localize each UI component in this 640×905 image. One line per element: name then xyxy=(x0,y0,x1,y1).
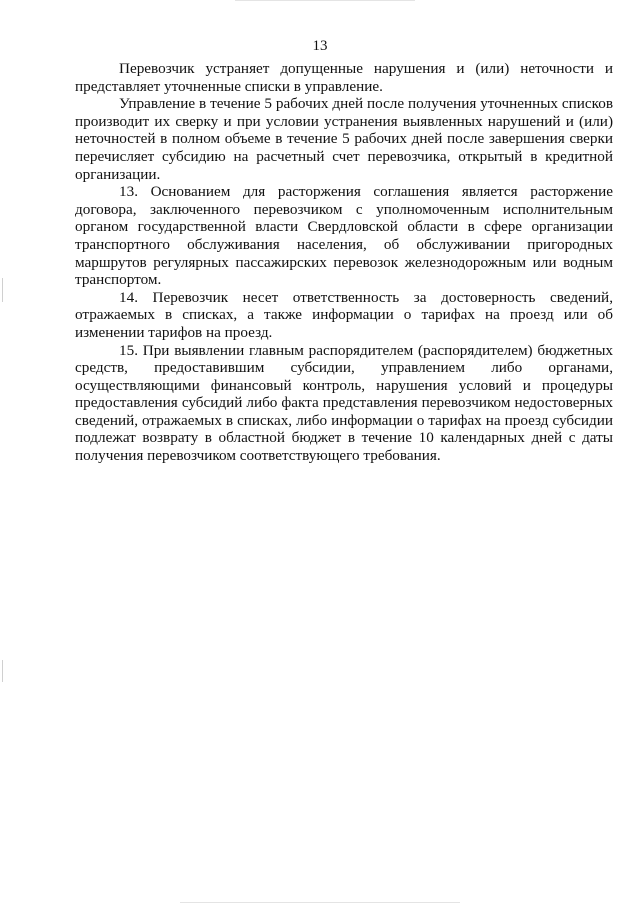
paragraph-clause-13: 13. Основанием для расторжения соглашения является расторжение договора, заключенного перевозчиком с уполномоченным исполнительным органом государственной власти Свердловской области в сфере организации транспортного обслуживания населения, об обслуживании пригородных маршрутов регулярных пассажирских перевозок железнодорожным или водным транспортом. xyxy=(75,183,613,289)
paragraph-clause-14: 14. Перевозчик несет ответственность за достоверность сведений, отражаемых в списках, а также информации о тарифах на проезд или об изменении тарифов на проезд. xyxy=(75,288,613,341)
scan-edge-left-mark xyxy=(2,278,3,302)
scan-edge-bottom xyxy=(180,902,460,903)
page-number: 13 xyxy=(312,38,328,54)
paragraph-verification: Управление в течение 5 рабочих дней после получения уточненных списков производит их сверку и при условии устранения выявленных нарушений и (или) неточностей в полном объеме в течение 5 рабочих дней после завершения сверки перечисляет субсидию на расчетный счет перевозчика, открытый в кредитной организации. xyxy=(75,95,613,183)
scan-edge-top xyxy=(235,0,415,1)
paragraph-clause-15: 15. При выявлении главным распорядителем (распорядителем) бюджетных средств, предоставившим субсидии, управлением либо органами, осуществляющими финансовый контроль, нарушения условий и процедуры предоставления субсидий либо факта представления перевозчиком недостоверных сведений, отражаемых в списках, либо информации о тарифах на проезд субсидии подлежат возврату в областной бюджет в течение 10 календарных дней с даты получения перевозчиком соответствующего требования. xyxy=(75,341,613,465)
scan-edge-left-mark xyxy=(2,660,3,682)
paragraph-corrections: Перевозчик устраняет допущенные нарушения и (или) неточности и представляет уточненные списки в управление. xyxy=(75,60,613,95)
document-body xyxy=(75,60,613,465)
